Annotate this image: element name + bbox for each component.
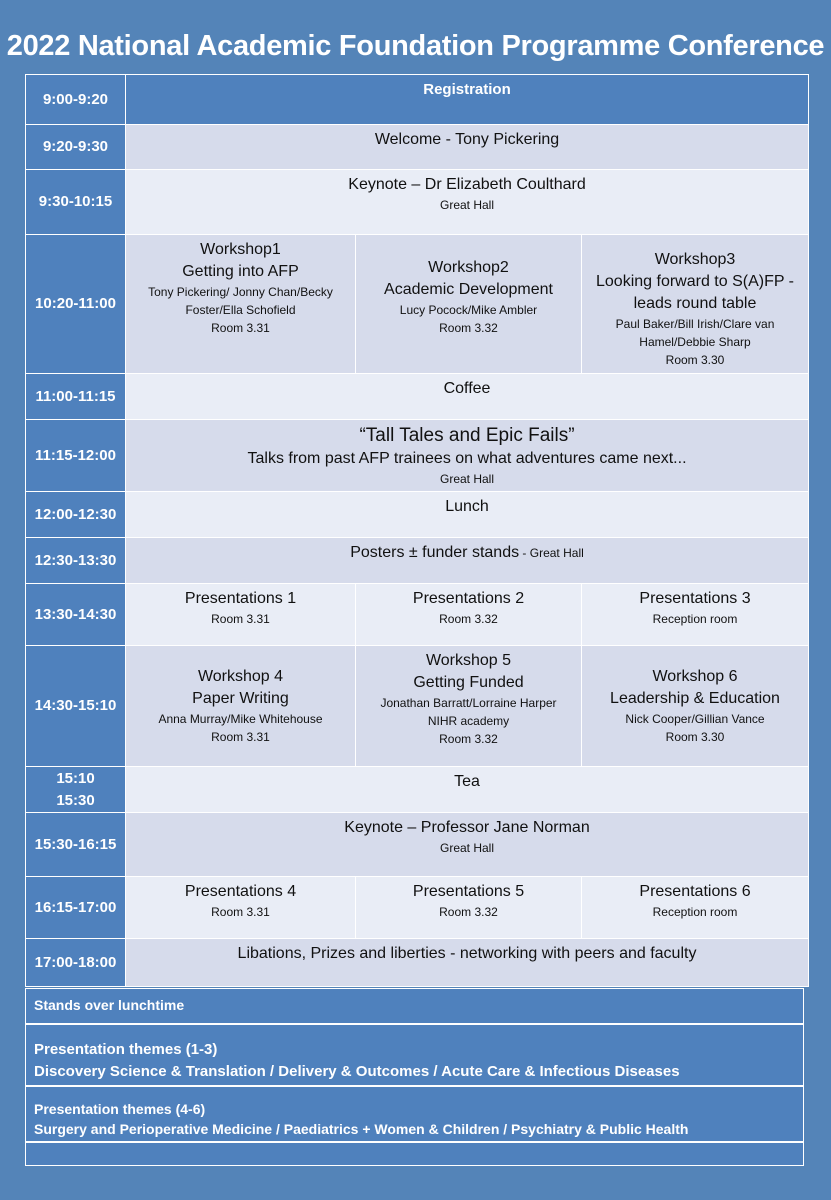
- posters-cell: [126, 538, 809, 584]
- themes-list: Discovery Science & Translation / Delivery & Outcomes / Acute Care & Infectious Diseases: [34, 1063, 680, 1080]
- event-title: Workshop3: [654, 251, 736, 268]
- time-cell: 11:00-11:15: [26, 374, 126, 420]
- time-cell: 9:20-9:30: [26, 125, 126, 170]
- time-cell: 11:15-12:00: [26, 420, 126, 492]
- themes-list: Surgery and Perioperative Medicine / Paediatrics + Women & Children / Psychiatry & Public Health: [34, 1121, 689, 1137]
- event-subtitle: Getting Funded: [413, 674, 524, 691]
- event-room: Room 3.32: [439, 905, 498, 919]
- event-room: Room 3.32: [439, 321, 498, 335]
- row-presentations-1-3: [26, 584, 809, 646]
- themes-label: Presentation themes (4-6): [34, 1101, 206, 1117]
- time-cell: 15:30-16:15: [26, 813, 126, 877]
- row-presentations-4-6: [26, 877, 809, 939]
- workshop-6-cell: [582, 646, 809, 767]
- row-keynote-2: [26, 813, 809, 877]
- lunch-cell: [126, 492, 809, 538]
- event-room: Room 3.31: [211, 321, 270, 335]
- row-tall-tales: [26, 420, 809, 492]
- event-title: Libations, Prizes and liberties - networking with peers and faculty: [237, 945, 697, 962]
- presentations-3-cell: [582, 584, 809, 646]
- libations-cell: [126, 939, 809, 987]
- welcome-cell: [126, 125, 809, 170]
- time-cell: 12:00-12:30: [26, 492, 126, 538]
- event-subtitle: Academic Development: [384, 281, 553, 298]
- event-title: Keynote – Dr Elizabeth Coulthard: [348, 176, 586, 193]
- row-welcome: [26, 125, 809, 170]
- workshop-2-cell: [356, 235, 582, 374]
- event-extra: NIHR academy: [427, 714, 510, 728]
- event-room: Room 3.31: [211, 905, 270, 919]
- tall-tales-cell: [126, 420, 809, 492]
- event-title: Workshop1: [200, 241, 281, 258]
- event-subtitle: Talks from past AFP trainees on what adventures came next...: [247, 450, 687, 467]
- row-registration: [26, 75, 809, 125]
- row-lunch: [26, 492, 809, 538]
- event-room: Great Hall: [439, 472, 495, 486]
- presentations-1-cell: [126, 584, 356, 646]
- time-cell: 13:30-14:30: [26, 584, 126, 646]
- workshop-1-cell: [126, 235, 356, 374]
- event-room: Room 3.30: [665, 353, 725, 367]
- schedule-table: [25, 74, 809, 987]
- coffee-cell: [126, 374, 809, 420]
- row-workshops-1-3: [26, 235, 809, 374]
- event-title: Presentations 3: [639, 590, 751, 607]
- event-title: Welcome - Tony Pickering: [374, 131, 560, 148]
- event-people: Lucy Pocock/Mike Ambler: [399, 303, 538, 317]
- keynote-1-cell: [126, 170, 809, 235]
- presentations-2-cell: [356, 584, 582, 646]
- workshop-3-cell: [582, 235, 809, 374]
- row-workshops-4-6: [26, 646, 809, 767]
- event-people: Nick Cooper/Gillian Vance: [625, 712, 765, 726]
- event-subtitle: Looking forward to S(A)FP - leads round table: [596, 273, 795, 312]
- time-cell: 16:15-17:00: [26, 877, 126, 939]
- event-room: Great Hall: [439, 198, 495, 212]
- presentations-4-cell: [126, 877, 356, 939]
- event-title: Presentations 4: [184, 883, 297, 900]
- event-title: Keynote – Professor Jane Norman: [344, 819, 590, 836]
- footer-panel: [25, 988, 804, 1166]
- time-cell: 17:00-18:00: [26, 939, 126, 987]
- event-title-line: [126, 542, 808, 564]
- event-people: Tony Pickering/ Jonny Chan/Becky Foster/Ella Schofield: [148, 285, 333, 317]
- event-room: Great Hall: [439, 841, 495, 855]
- event-title: Presentations 2: [412, 590, 525, 607]
- workshop-5-cell: [356, 646, 582, 767]
- event-subtitle: Getting into AFP: [182, 263, 299, 280]
- event-title: Coffee: [443, 380, 491, 397]
- event-title: Posters ± funder stands: [350, 544, 520, 561]
- event-people: Paul Baker/Bill Irish/Clare van Hamel/Debbie Sharp: [615, 317, 775, 349]
- time-cell: 14:30-15:10: [26, 646, 126, 767]
- event-room: Room 3.31: [211, 730, 270, 744]
- event-room: Room 3.32: [439, 732, 498, 746]
- themes-1-3-row: [26, 1023, 803, 1085]
- time-cell: 12:30-13:30: [26, 538, 126, 584]
- row-libations: [26, 939, 809, 987]
- event-title: Workshop 5: [425, 652, 512, 669]
- time-cell: 9:00-9:20: [26, 75, 126, 125]
- tea-cell: [126, 767, 809, 813]
- event-room: Room 3.32: [439, 612, 498, 626]
- time-cell: 9:30-10:15: [26, 170, 126, 235]
- event-room: Room 3.31: [211, 612, 270, 626]
- stands-label: Stands over lunchtime: [34, 997, 185, 1013]
- empty-row: [26, 1141, 803, 1165]
- presentations-5-cell: [356, 877, 582, 939]
- workshop-4-cell: [126, 646, 356, 767]
- event-title: Presentations 6: [639, 883, 751, 900]
- time-cell: 15:10 15:30: [26, 767, 126, 813]
- event-room: Room 3.30: [665, 730, 725, 744]
- event-people: Jonathan Barratt/Lorraine Harper: [380, 696, 557, 710]
- stands-row: [26, 989, 803, 1023]
- keynote-2-cell: [126, 813, 809, 877]
- themes-4-6-row: [26, 1085, 803, 1141]
- event-title: Workshop2: [428, 259, 509, 276]
- event-title: “Tall Tales and Epic Fails”: [359, 425, 575, 446]
- event-title: Presentations 1: [184, 590, 297, 607]
- row-tea: [26, 767, 809, 813]
- presentations-6-cell: [582, 877, 809, 939]
- registration-cell: Registration: [126, 75, 809, 125]
- event-title: Workshop 6: [652, 668, 738, 685]
- event-people: Anna Murray/Mike Whitehouse: [158, 712, 323, 726]
- event-title: Lunch: [445, 498, 489, 515]
- themes-label: Presentation themes (1-3): [34, 1041, 218, 1058]
- event-room: Reception room: [652, 905, 738, 919]
- event-room: Reception room: [652, 612, 738, 626]
- event-title: Tea: [454, 773, 480, 790]
- row-coffee: [26, 374, 809, 420]
- page-title: 2022 National Academic Foundation Programme Conference: [6, 30, 825, 62]
- event-title: Presentations 5: [412, 883, 525, 900]
- event-subtitle: Paper Writing: [192, 690, 289, 707]
- row-posters: [26, 538, 809, 584]
- time-cell: 10:20-11:00: [26, 235, 126, 374]
- event-room: - Great Hall: [519, 546, 584, 560]
- row-keynote-1: [26, 170, 809, 235]
- event-title: Workshop 4: [197, 668, 284, 685]
- event-subtitle: Leadership & Education: [610, 690, 780, 707]
